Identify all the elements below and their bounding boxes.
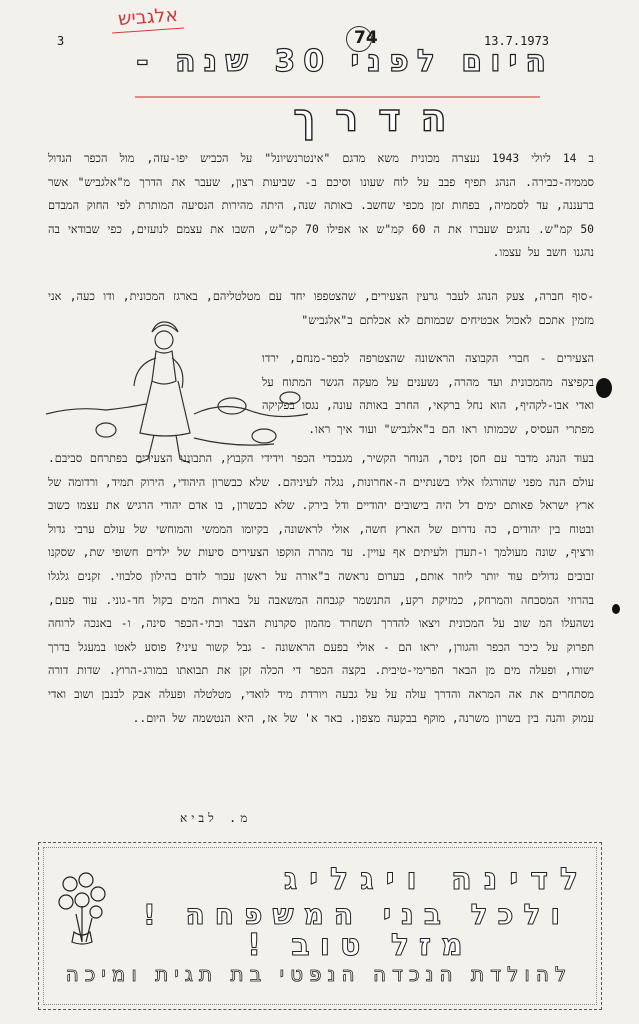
issue-date: 13.7.1973 (484, 34, 550, 48)
punch-hole-mark (596, 378, 612, 398)
article-headline: הדרך (293, 96, 467, 140)
masthead-title: היום לפני 30 שנה - (136, 44, 554, 79)
article-paragraph-1: ב 14 ליולי 1943 נעצרה מכונית משא מדגם "אינטרנשיונל" על הכביש יפו-עזה, מול הכפר הגדול סממיה-כבירה. הנהג תפיף פבב על לוח שעונו וסיכם ב- שביעות רצון, שעבר את הדרך מ"אלגביש" אשר ברעננה, עד לסממיה, בפחות זמן מכפי שחשב. באותה שנה, היתה מהירות הנסיעה המותרת לפי החוק המבדם 50 קמ"ש. נהגים שעברו את ה 60 קמ"ש או אפילו 70 קמ"ש, השבו את עצמם לנועזים, כפי שבודאי בה נהגנו חשב על עצמו. (48, 152, 594, 260)
girl-with-watermelons-sketch (44, 318, 314, 466)
article-paragraph-3: הצעירים - חברי הקבוצה הראשונה שהצטרפה לכפר-מנחם, ירדו בקפיצה מהמכונית ועד מהרה, נשענים על מעקה הגשר המתוח על ואדי אבו-לקהיף, הוא נחל ברקאי, החרב באותה עונה, נגסו בפקיקה מפתרי העסיס, שכמותו ראו הם ב"אלגביש" ועוד איך ראו. (262, 352, 594, 436)
issue-number: 74 (354, 28, 378, 48)
author-signature: מ. לביא (180, 811, 252, 825)
page-number: 3 (57, 34, 65, 48)
greeting-line-4: להולדת הנכדה הנפטי בת תגית ומיכה (65, 962, 573, 986)
flower-bouquet-icon (52, 870, 112, 950)
greeting-line-3: מזל טוב ! (247, 928, 473, 963)
greeting-line-1: לדינה ויגליג (283, 862, 590, 897)
handwritten-note: אלגביש (117, 3, 179, 31)
article-paragraph-4: בעוד הנהג מדבר עם חסן ניסר, הנוחר הקשיר, מגבכדי הכפר וידידי הקבוץ, התבוננו הצעירים בפתרחם סביבם. עולם הנה מפני שהורגלו אליו בשנתיים ה-אחרונות, נגלה לעיניהם. שלא כבשרון היהודי, הירוק תמיד, ורדומה של ארץ ישראל פאותם ימים דל היה בישובים יהודיים ודל בירק. שלא כבשרון, בו אדם יהודי הרגיש את עצמו כשוב ובטוח בין יהודים, כה נדרום של הארץ חשה, אולי לראשונה, בקיומו הממשי והמוחשי של עולם ערבי גדול ורציף, שונה מעולמך ו-תעדן ולעיתים אף עויין. עד מהרה הוקפו הצעירים סיעות של ילדים חשופי שת, שסקנו זבובים גדולים עוד יותר ליוזר אותם, בערום נראשה ב"אורה על ראשן עבור לזדם בהילון סלבוזי. זקנים גלגלו בהרוזי המסבחה והמרחק, כמזיקת רקע, התנשמר קגבחה המשאבה על בארות המים בקול חד-גוני. עוד פעם, נשהעלו המ שוב על המכונית ויצאו להדרך תשחרד מהמון סקרנות הצבר ובתי-הכפר סינה, ו- באנכה לרוחה תפרוק על כיכר הכפר והגורן, יראו הם - אולי בפעם הראשונה - גבל קשור עיני? פוסע לאטו במעגל בדרך ישורו, ופעלה מים מן הבאר הפרימי-טיבית. בקצה הכפר די הכלה זקן את תבואתו במורג-הרוץ. שדות דורה מסתחרים את אה המראה והדרך עולה על על גבעה ויורדת מיד לואדי, מטלטלה ופעלה אבק לבנבן ושוב ואדי עמוק והנה בין בשרון משרנה, מוקף בבקעה מצפון. באר א' של אז, היא הנטשמה של היום.. (48, 452, 594, 725)
ink-dot (612, 604, 620, 614)
greeting-line-2: ולכל בני המשפחה ! (143, 898, 570, 931)
article-paragraph-2: -סוף חברה, צעק הנהג לעבר גרעין הצעירים, שהצטפפו יחד עם מטלטליהם, בארגז המכונית, ודו כעה, אני מזמין אתכם לאכול אבטיחים שכמותם לא אכלתם ב"אלגביש" (48, 290, 594, 327)
